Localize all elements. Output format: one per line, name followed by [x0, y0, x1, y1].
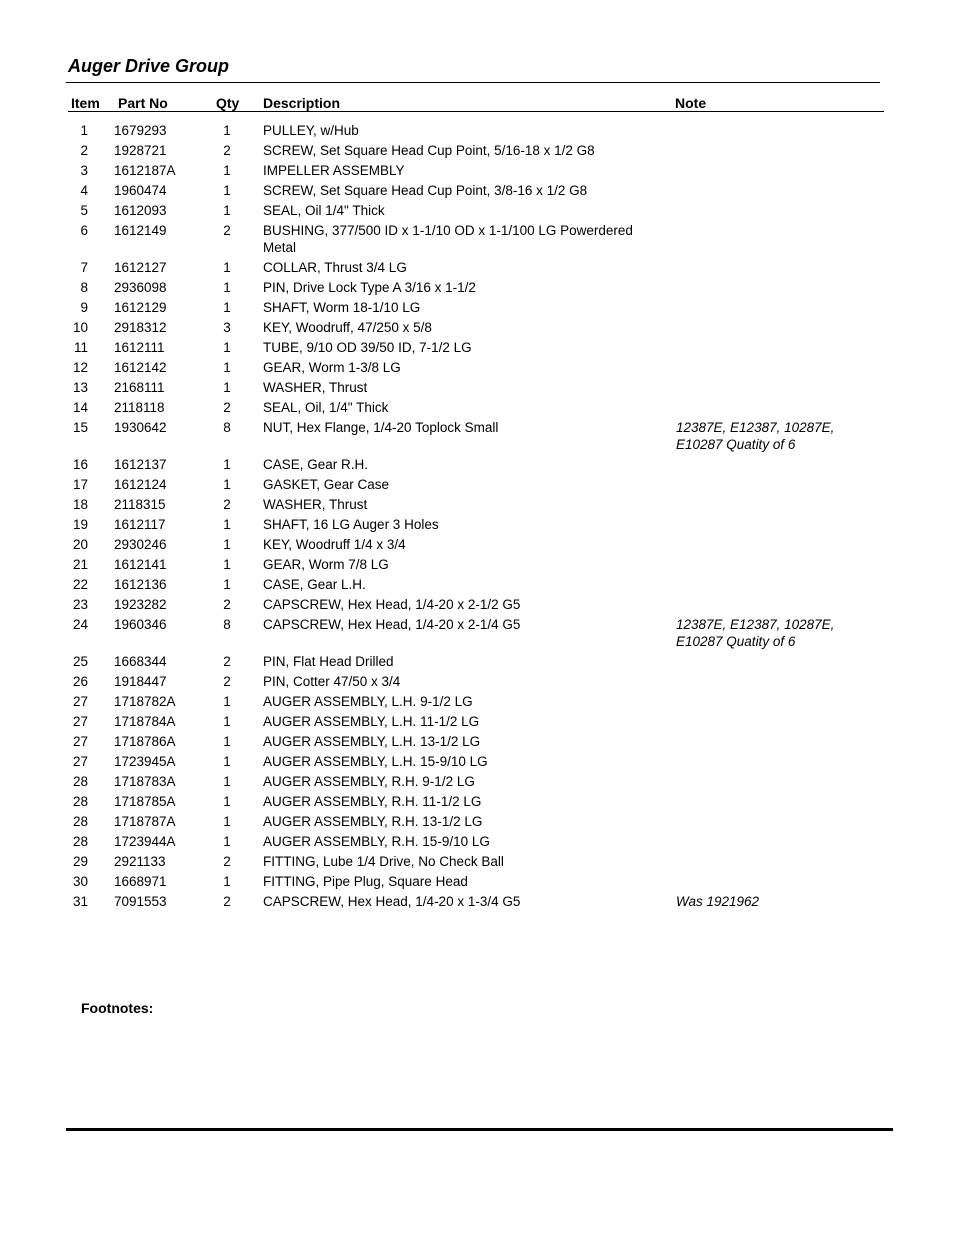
row-qty: 1: [223, 557, 231, 572]
row-part-no: 1918447: [114, 674, 167, 689]
table-row: [0, 379, 954, 399]
row-part-no: 2921133: [114, 854, 166, 869]
row-item: 15: [72, 420, 88, 435]
table-row: [0, 419, 954, 456]
row-item: 18: [72, 497, 88, 512]
table-row: [0, 893, 954, 913]
header-item: Item: [71, 95, 100, 111]
row-part-no: 1612187A: [114, 163, 176, 178]
row-description: AUGER ASSEMBLY, L.H. 11-1/2 LG: [263, 714, 480, 729]
row-part-no: 1612111: [114, 340, 165, 355]
row-part-no: 1930642: [114, 420, 167, 435]
row-qty: 1: [223, 360, 231, 375]
table-row: [0, 122, 954, 142]
row-item: 1: [80, 123, 88, 138]
row-item: 3: [80, 163, 88, 178]
row-qty: 1: [223, 457, 231, 472]
row-qty: 1: [223, 380, 231, 395]
row-qty: 2: [223, 143, 231, 158]
row-description: COLLAR, Thrust 3/4 LG: [263, 260, 407, 275]
row-description: CAPSCREW, Hex Head, 1/4-20 x 2-1/4 G5: [263, 617, 521, 632]
table-row: [0, 162, 954, 182]
row-description: SCREW, Set Square Head Cup Point, 3/8-16 x 1/2 G8: [263, 183, 588, 198]
row-description: PIN, Flat Head Drilled: [263, 654, 394, 669]
page-title: Auger Drive Group: [68, 56, 230, 76]
table-row: [0, 142, 954, 162]
row-item: 27: [72, 734, 88, 749]
row-description: FITTING, Pipe Plug, Square Head: [263, 874, 468, 889]
row-description: CASE, Gear L.H.: [263, 577, 366, 592]
row-qty: 1: [223, 260, 231, 275]
row-description: FITTING, Lube 1/4 Drive, No Check Ball: [263, 854, 504, 869]
row-item: 14: [72, 400, 88, 415]
row-description: PIN, Cotter 47/50 x 3/4: [263, 674, 401, 689]
table-row: [0, 616, 954, 653]
row-item: 28: [72, 814, 88, 829]
row-description: GEAR, Worm 7/8 LG: [263, 557, 389, 572]
table-row: [0, 576, 954, 596]
header-part-no: Part No: [118, 95, 168, 111]
row-part-no: 2936098: [114, 280, 167, 295]
row-qty: 2: [223, 854, 231, 869]
row-item: 27: [72, 694, 88, 709]
row-description: TUBE, 9/10 OD 39/50 ID, 7-1/2 LG: [263, 340, 472, 355]
row-part-no: 1718782A: [114, 694, 176, 709]
row-part-no: 2118118: [114, 400, 165, 415]
row-item: 28: [72, 834, 88, 849]
row-part-no: 1612129: [114, 300, 167, 315]
row-qty: 1: [223, 300, 231, 315]
row-qty: 2: [223, 597, 231, 612]
table-row: [0, 456, 954, 476]
row-description: AUGER ASSEMBLY, R.H. 11-1/2 LG: [263, 794, 482, 809]
row-description: CASE, Gear R.H.: [263, 457, 369, 472]
row-description: SEAL, Oil 1/4" Thick: [263, 203, 385, 218]
row-item: 26: [72, 674, 88, 689]
row-note: 12387E, E12387, 10287E, E10287 Quatity of 6: [676, 420, 835, 452]
table-row: [0, 339, 954, 359]
row-qty: 1: [223, 834, 231, 849]
row-item: 27: [72, 714, 88, 729]
row-part-no: 1612137: [114, 457, 167, 472]
row-item: 8: [80, 280, 88, 295]
row-qty: 1: [223, 774, 231, 789]
table-row: [0, 733, 954, 753]
header-description: Description: [263, 95, 341, 111]
row-part-no: 1668344: [114, 654, 167, 669]
row-description: KEY, Woodruff, 47/250 x 5/8: [263, 320, 432, 335]
table-row: [0, 182, 954, 202]
row-qty: 2: [223, 223, 231, 238]
row-part-no: 7091553: [114, 894, 167, 909]
row-description: CAPSCREW, Hex Head, 1/4-20 x 2-1/2 G5: [263, 597, 521, 612]
row-qty: 1: [223, 714, 231, 729]
row-description: AUGER ASSEMBLY, L.H. 9-1/2 LG: [263, 694, 473, 709]
row-item: 7: [80, 260, 88, 275]
row-item: 29: [72, 854, 88, 869]
row-description: IMPELLER ASSEMBLY: [263, 163, 405, 178]
row-part-no: 1612141: [114, 557, 167, 572]
row-description: SHAFT, Worm 18-1/10 LG: [263, 300, 421, 315]
row-qty: 1: [223, 340, 231, 355]
table-row: [0, 596, 954, 616]
row-description: PIN, Drive Lock Type A 3/16 x 1-1/2: [263, 280, 476, 295]
row-item: 9: [80, 300, 88, 315]
row-item: 2: [80, 143, 88, 158]
row-qty: 1: [223, 754, 231, 769]
row-item: 25: [72, 654, 88, 669]
row-item: 21: [72, 557, 88, 572]
table-row: [0, 496, 954, 516]
row-item: 16: [72, 457, 88, 472]
row-part-no: 1723945A: [114, 754, 176, 769]
row-qty: 2: [223, 497, 231, 512]
table-row: [0, 753, 954, 773]
row-part-no: 2118315: [114, 497, 166, 512]
table-row: [0, 773, 954, 793]
table-row: [0, 516, 954, 536]
row-qty: 1: [223, 477, 231, 492]
table-row: [0, 536, 954, 556]
row-item: 24: [72, 617, 88, 632]
row-qty: 1: [223, 577, 231, 592]
table-row: [0, 299, 954, 319]
row-qty: 1: [223, 517, 231, 532]
row-item: 6: [80, 223, 88, 238]
parts-table: [0, 122, 954, 913]
row-part-no: 1718787A: [114, 814, 176, 829]
table-row: [0, 833, 954, 853]
row-item: 11: [73, 340, 88, 355]
row-qty: 3: [223, 320, 231, 335]
header-qty: Qty: [216, 95, 240, 111]
row-description: SEAL, Oil, 1/4" Thick: [263, 400, 389, 415]
table-row: [0, 399, 954, 419]
row-part-no: 1612149: [114, 223, 167, 238]
row-description: CAPSCREW, Hex Head, 1/4-20 x 1-3/4 G5: [263, 894, 521, 909]
row-qty: 8: [223, 420, 231, 435]
row-description: NUT, Hex Flange, 1/4-20 Toplock Small: [263, 420, 499, 435]
row-qty: 1: [223, 874, 231, 889]
row-part-no: 1612127: [114, 260, 167, 275]
row-part-no: 1718784A: [114, 714, 176, 729]
row-qty: 1: [223, 280, 231, 295]
table-row: [0, 793, 954, 813]
row-part-no: 1923282: [114, 597, 167, 612]
row-item: 27: [72, 754, 88, 769]
row-item: 28: [72, 774, 88, 789]
row-item: 10: [72, 320, 88, 335]
row-description: GASKET, Gear Case: [263, 477, 390, 492]
table-row: [0, 279, 954, 299]
row-qty: 2: [223, 674, 231, 689]
footnotes-label: Footnotes:: [81, 1000, 154, 1016]
row-qty: 2: [223, 894, 231, 909]
row-qty: 1: [223, 694, 231, 709]
row-qty: 1: [223, 794, 231, 809]
row-item: 17: [72, 477, 88, 492]
row-description: KEY, Woodruff 1/4 x 3/4: [263, 537, 406, 552]
table-row: [0, 359, 954, 379]
row-part-no: 1612093: [114, 203, 167, 218]
row-note: 12387E, E12387, 10287E, E10287 Quatity of 6: [676, 617, 835, 649]
row-part-no: 1928721: [114, 143, 167, 158]
row-item: 19: [72, 517, 88, 532]
row-part-no: 1718785A: [114, 794, 176, 809]
row-item: 30: [72, 874, 88, 889]
row-item: 22: [72, 577, 88, 592]
row-item: 28: [72, 794, 88, 809]
row-item: 5: [80, 203, 88, 218]
table-row: [0, 202, 954, 222]
row-part-no: 1668971: [114, 874, 167, 889]
row-item: 23: [72, 597, 88, 612]
row-qty: 2: [223, 400, 231, 415]
table-row: [0, 653, 954, 673]
row-part-no: 2930246: [114, 537, 167, 552]
row-part-no: 1679293: [114, 123, 167, 138]
row-description: AUGER ASSEMBLY, L.H. 15-9/10 LG: [263, 754, 488, 769]
table-row: [0, 853, 954, 873]
row-part-no: 1612142: [114, 360, 167, 375]
row-qty: 1: [223, 123, 231, 138]
row-part-no: 1612124: [114, 477, 167, 492]
row-qty: 1: [223, 734, 231, 749]
row-description: SHAFT, 16 LG Auger 3 Holes: [263, 517, 439, 532]
title-divider: [66, 82, 880, 83]
table-row: [0, 673, 954, 693]
table-row: [0, 476, 954, 496]
row-note: Was 1921962: [676, 894, 760, 909]
row-qty: 1: [223, 183, 231, 198]
table-row: [0, 713, 954, 733]
row-part-no: 2168111: [114, 380, 165, 395]
row-description: AUGER ASSEMBLY, R.H. 13-1/2 LG: [263, 814, 483, 829]
row-qty: 1: [223, 814, 231, 829]
row-qty: 1: [223, 203, 231, 218]
table-row: [0, 693, 954, 713]
table-row: [0, 813, 954, 833]
row-item: 20: [72, 537, 88, 552]
row-part-no: 1718786A: [114, 734, 176, 749]
row-qty: 1: [223, 537, 231, 552]
row-description: AUGER ASSEMBLY, R.H. 15-9/10 LG: [263, 834, 490, 849]
row-part-no: 2918312: [114, 320, 167, 335]
row-qty: 2: [223, 654, 231, 669]
row-description: PULLEY, w/Hub: [263, 123, 359, 138]
row-description: WASHER, Thrust: [263, 497, 368, 512]
row-description: GEAR, Worm 1-3/8 LG: [263, 360, 401, 375]
row-qty: 1: [223, 163, 231, 178]
table-row: [0, 873, 954, 893]
row-description: AUGER ASSEMBLY, R.H. 9-1/2 LG: [263, 774, 475, 789]
row-qty: 8: [223, 617, 231, 632]
row-part-no: 1960346: [114, 617, 167, 632]
table-row: [0, 222, 954, 259]
bottom-divider: [66, 1128, 893, 1131]
row-item: 31: [72, 894, 88, 909]
header-divider: [68, 111, 884, 112]
row-description: WASHER, Thrust: [263, 380, 368, 395]
row-description: BUSHING, 377/500 ID x 1-1/10 OD x 1-1/100 LG Powerdered Metal: [263, 223, 633, 255]
row-part-no: 1960474: [114, 183, 167, 198]
row-item: 12: [72, 360, 88, 375]
row-part-no: 1612136: [114, 577, 167, 592]
row-description: AUGER ASSEMBLY, L.H. 13-1/2 LG: [263, 734, 481, 749]
row-item: 13: [72, 380, 88, 395]
table-row: [0, 556, 954, 576]
row-part-no: 1612117: [114, 517, 166, 532]
row-part-no: 1718783A: [114, 774, 176, 789]
table-row: [0, 259, 954, 279]
row-description: SCREW, Set Square Head Cup Point, 5/16-18 x 1/2 G8: [263, 143, 595, 158]
row-part-no: 1723944A: [114, 834, 176, 849]
row-item: 4: [80, 183, 88, 198]
table-row: [0, 319, 954, 339]
header-note: Note: [675, 95, 707, 111]
